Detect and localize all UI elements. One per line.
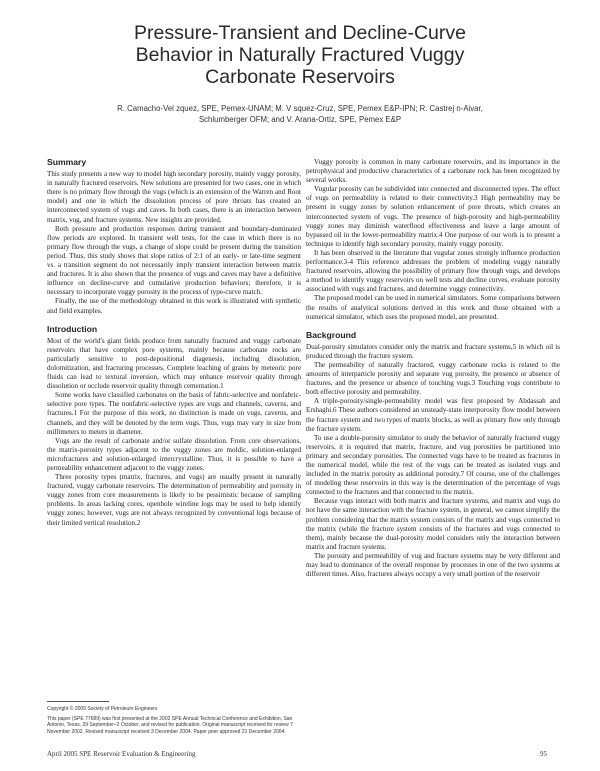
right-paragraph-3: It has been observed in the literature that vugular zones strongly influence production performance.3-4 This reference addresses the problem of modeling vuggy naturally fractured reservoirs, allowing the possibility of primary flow through vugs, and develops a method to identify vuggy reservoirs on well tests and decline curves, evaluate porosity associated with vugs and fractures, and determine vuggy connectivity. (306, 248, 560, 294)
background-paragraph-1: Dual-porosity simulators consider only the matrix and fracture systems,5 in which oil is produced through the fracture system. (306, 342, 560, 360)
background-paragraph-6: The porosity and permeability of vug and fracture systems may be very different and may lead to dominance of the overall response by processes in one of the two systems at different times. Also, fractures always occupy a very small portion of the reservoir (306, 551, 560, 579)
summary-heading: Summary (47, 157, 87, 167)
summary-paragraph-3: Finally, the use of the methodology obtained in this work is illustrated with synthetic and field examples. (47, 297, 301, 315)
intro-paragraph-1: Most of the world's giant fields produce from naturally fractured and vuggy carbonate reservoirs that have complex pore systems, mainly because carbonate rocks are particularly sensitive to post-depositional diagenesis, including dissolution, dolomitization, and fracturing processes. Complete leaching of grains by meteoric pore fluids can lead to textural inversion, which may enhance reservoir quality through dissolution or occlude reservoir quality through cementation.1 (47, 336, 301, 391)
right-paragraph-1: Vuggy porosity is common in many carbonate reservoirs, and its importance in the petrophysical and productive characteristics of a carbonate rock has been recognized by several works. (306, 158, 560, 185)
background-paragraph-3: A triple-porosity/single-permeability model was first proposed by Abdassah and Ershaghi.6 These authors considered an unsteady-state interporosity flow model between the fracture system and two types of matrix blocks, as well as primary flow only through the fracture system. (306, 397, 560, 433)
intro-paragraph-3: Vugs are the result of carbonate and/or sulfate dissolution. From core observations, the matrix-porosity types adjacent to the vuggy zones are moldic, solution-enlarged microfractures and solution-enlarged intercrystalline. Thus, it is possible to have a permeability enhancement adjacent to the vuggy zones. (47, 436, 301, 472)
publication-note: This paper (SPE 77689) was first presented at the 2002 SPE Annual Technical Conference and Exhibition, San Antonio, Texas, 29 September–2 October, and revised for publication. Original manuscript received for review 7 November 2002. Revised manuscript received 3 December 2004. Paper peer approved 21 December 2004. (47, 715, 293, 735)
intro-paragraph-2: Some works have classified carbonates on the basis of fabric-selective and nonfabric-selective pore types. The nonfabric-selective types are vugs and channels, caverns, and fractures.1 For the purpose of this work, no distinction is made on vugs, caverns, and channels, and they will be denoted by the term vugs. Thus, vugs may vary in size from millimeters to meters in diameter. (47, 391, 301, 436)
summary-paragraph-1: This study presents a new way to model high secondary porosity, mainly vuggy porosity, in naturally fractured reservoirs. New solutions are presented for two cases, one in which there is no primary flow through the vugs (which is an extension of the Warren and Root model) and one in which the dissolution process of pore throats has created an interconnected system of vugs and caves. In both cases, there is an interaction between matrix, vug, and fracture systems. New insights are provided. (47, 170, 301, 224)
journal-footer: April 2005 SPE Reservoir Evaluation & Engineering (47, 750, 196, 758)
right-paragraph-2: Vugular porosity can be subdivided into connected and disconnected types. The effect of vugs on permeability is related to their connectivity.3 High permeability may be present in vuggy zones by solution enhancement of pore throats, which creates an interconnected system of vugs. The presence of high-porosity and high-permeability vuggy zones may diminish waterflood effectiveness and leave a large amount of bypassed oil in the lower-permeability matrix.4 One purpose of our work is to present a technique to identify high secondary porosity, mainly vuggy porosity. (306, 185, 560, 248)
summary-paragraph-2: Both pressure and production responses during transient and boundary-dominated flow periods are explored. In transient well tests, for the case in which there is no primary flow through the vugs, a change of slope could be present during the transition period. Thus, this study shows that slope ratios of 2:1 of an early- or late-time segment vs. a transition segment do not necessarily imply transient interaction between matrix and fractures. It is also shown that the presence of vugs and caves may have a definitive influence on decline-curve and cumulative production behaviors; therefore, it is necessary to incorporate vuggy porosity in the process of type-curve match. (47, 224, 301, 297)
page-number: 95 (540, 750, 547, 758)
background-heading: Background (306, 329, 357, 340)
footnote-block (47, 701, 297, 738)
footnote-rule (47, 701, 109, 702)
right-column (306, 158, 560, 579)
background-paragraph-2: The permeability of naturally fractured, vuggy carbonate rocks is related to the amounts of interparticle porosity and separate vug porosity, the presence or absence of fractures, and the presence or absence of touching vugs.3 Touching vugs contribute to both effective porosity and permeability. (306, 360, 560, 397)
background-paragraph-5: Because vugs interact with both matrix and fracture systems, and matrix and vugs do not have the same interaction with the fracture system, in general, we cannot simplify the problem considering that the matrix system consists of the matrix and vugs connected to the matrix (while the fracture system consists of the fractures and vugs connected to them), mainly because the dual-porosity model considers only the interaction between matrix and fracture systems. (306, 497, 560, 551)
right-paragraph-4: The proposed model can be used in numerical simulators. Some comparisons between the results of analytical solutions derived in this work and those obtained with a numerical simulator, which uses the proposed model, are presented. (306, 294, 560, 321)
introduction-heading: Introduction (47, 323, 98, 334)
left-column (47, 158, 301, 528)
paper-title: Pressure-Transient and Decline-Curve Behavior in Naturally Fractured Vuggy Carbonate Reservoirs (134, 22, 466, 88)
author-list: R. Camacho-Vel zquez, SPE, Pemex-UNAM; M. V squez-Cruz, SPE, Pemex E&P-IPN; R. Castrej n-Aivar, Schlumberger OFM; and V. Arana-Ortiz, SPE, Pemex E&P (117, 104, 483, 124)
intro-paragraph-4: Three porosity types (matrix, fractures, and vugs) are usually present in naturally fractured, vuggy carbonate reservoirs. The determination of permeability and porosity in vuggy zones from core measurements is likely to be pessimistic because of sampling problems. In areas lacking cores, openhole wireline logs may be used to help identify vuggy zones; however, vugs are not always recognized by conventional logs because of their limited vertical resolution.2 (47, 473, 301, 527)
copyright-line: Copyright © 2005 Society of Petroleum Engineers (47, 706, 158, 712)
background-paragraph-4: To use a double-porosity simulator to study the behavior of naturally fractured vuggy reservoirs, it is required that matrix, fracture, and vug porosities be partitioned into primary and secondary porosities. The connected vugs have to be treated as fractures in the numerical model, while the rest of the vugs can be treated as isolated vugs and included in the matrix porosity as additional porosity.7 Of course, one of the challenges of modeling these reservoirs in this way is the determination of the percentage of vugs connected to the fractures and that connected to the matrix. (306, 433, 560, 497)
